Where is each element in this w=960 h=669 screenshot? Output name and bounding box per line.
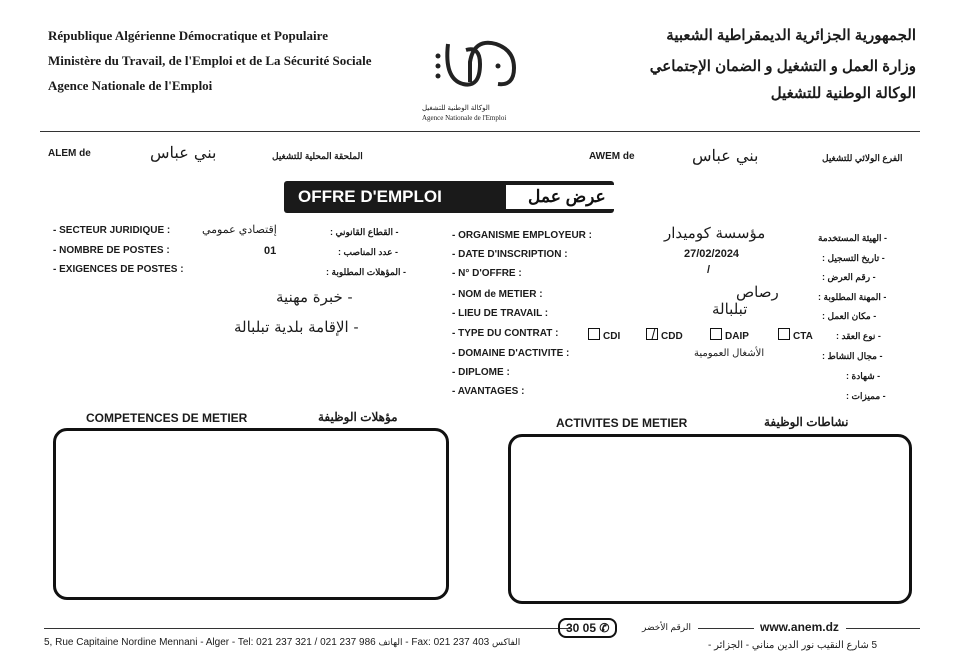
field-contrat-label: - TYPE DU CONTRAT :: [452, 328, 559, 339]
contract-label: CDD: [661, 331, 683, 342]
contract-label: CTA: [793, 331, 813, 342]
field-organisme-value: مؤسسة كوميدار: [664, 224, 766, 242]
contract-option-cdd[interactable]: [646, 328, 683, 342]
alem-value: بني عباس: [150, 143, 217, 162]
awem-label-ar: الفرع الولائي للتشغيل: [822, 153, 903, 163]
anem-logo-icon: [418, 24, 538, 104]
field-offre-label: - N° D'OFFRE :: [452, 268, 522, 279]
competences-title: COMPETENCES DE METIER: [86, 411, 248, 425]
phone-icon: ✆: [599, 621, 610, 635]
footer-phone-ar: الهاتف: [378, 637, 403, 647]
field-lieu-label-ar: - مكان العمل :: [822, 311, 877, 321]
anem-logo: [418, 24, 538, 124]
header-ar-line2: وزارة العمل و التشغيل و الضمان الإجتماعي: [649, 58, 916, 75]
field-domaine-label-ar: - مجال النشاط :: [822, 351, 883, 361]
field-organisme-label-ar: - الهيئة المستخدمة: [818, 233, 888, 243]
contract-option-cdi[interactable]: [588, 328, 620, 342]
field-metier-label: - NOM de METIER :: [452, 289, 543, 300]
alem-label-ar: الملحقة المحلية للتشغيل: [272, 151, 363, 161]
field-lieu-label: - LIEU DE TRAVAIL :: [452, 308, 549, 319]
checkbox-cdd[interactable]: [646, 328, 658, 340]
footer-address-fr: 5, Rue Capitaine Nordine Mennani - Alger - Tel: 021 237 321 / 021 237 986: [44, 637, 376, 648]
green-number-label: الرقم الأخضر: [642, 622, 691, 632]
field-domaine-label: - DOMAINE D'ACTIVITE :: [452, 348, 570, 359]
header-fr-line1: République Algérienne Démocratique et Populaire: [48, 28, 328, 43]
awem-label: AWEM de: [589, 151, 635, 162]
field-offre-label-ar: - رقم العرض :: [822, 272, 876, 282]
checkbox-cdi[interactable]: [588, 328, 600, 340]
competences-box[interactable]: [53, 428, 449, 600]
field-metier-value: رصاص: [736, 283, 779, 301]
field-secteur-value: إقتصادي عمومي: [202, 224, 277, 236]
exigence-item: - الإقامة بلدية تبلبالة: [234, 318, 359, 336]
activites-box[interactable]: [508, 434, 912, 604]
title-fr: OFFRE D'EMPLOI: [298, 187, 442, 206]
field-offre-value: /: [707, 264, 711, 276]
checkbox-daip[interactable]: [710, 328, 722, 340]
footer-fax-ar: الفاكس: [491, 637, 521, 647]
footer-fax: - Fax: 021 237 403: [405, 637, 490, 648]
competences-title-ar: مؤهلات الوظيفة: [318, 410, 398, 424]
field-postes-label: - NOMBRE DE POSTES :: [53, 245, 170, 256]
field-organisme-label: - ORGANISME EMPLOYEUR :: [452, 230, 593, 241]
title-ar: عرض عمل: [506, 185, 628, 209]
footer-address-ar: 5 شارع النقيب نور الدين مناني - الجزائر -: [708, 640, 878, 651]
footer-divider-mid: [698, 628, 754, 629]
awem-value: بني عباس: [692, 146, 759, 165]
activites-title-ar: نشاطات الوظيفة: [764, 415, 849, 429]
footer-address: [44, 637, 520, 648]
title-banner: [284, 181, 614, 213]
field-secteur-label: - SECTEUR JURIDIQUE :: [53, 225, 171, 236]
field-date-label: - DATE D'INSCRIPTION :: [452, 249, 568, 260]
field-avantages-label: - AVANTAGES :: [452, 386, 525, 397]
field-postes-label-ar: - عدد المناصب :: [338, 247, 398, 257]
header-fr-line3: Agence Nationale de l'Emploi: [48, 78, 213, 93]
field-exigences-label: - EXIGENCES DE POSTES :: [53, 264, 184, 275]
header-fr-line2: Ministère du Travail, de l'Emploi et de La Sécurité Sociale: [48, 53, 372, 68]
header-ar-line1: الجمهورية الجزائرية الديمقراطية الشعبية: [666, 27, 916, 44]
website-link[interactable]: www.anem.dz: [760, 620, 839, 634]
footer-divider-left: [44, 628, 570, 629]
logo-caption-fr: Agence Nationale de l'Emploi: [422, 114, 507, 122]
field-diplome-label-ar: - شهادة :: [846, 371, 881, 381]
activites-title: ACTIVITES DE METIER: [556, 416, 688, 430]
field-domaine-value: الأشغال العمومية: [694, 348, 765, 359]
field-metier-label-ar: - المهنة المطلوبة :: [818, 292, 887, 302]
field-exigences-label-ar: - المؤهلات المطلوبة :: [326, 267, 406, 277]
exigence-item: - خبرة مهنية: [276, 288, 353, 306]
field-date-label-ar: - تاريخ التسجيل :: [822, 253, 885, 263]
logo-caption-ar: الوكالة الوطنية للتشغيل: [422, 105, 490, 112]
green-number[interactable]: [558, 618, 617, 638]
checkbox-cta[interactable]: [778, 328, 790, 340]
field-secteur-label-ar: - القطاع القانوني :: [330, 227, 399, 237]
contract-label: DAIP: [725, 331, 749, 342]
header-divider: [40, 131, 920, 132]
contract-label: CDI: [603, 331, 621, 342]
field-lieu-value: تبلبالة: [712, 300, 748, 318]
field-contrat-label-ar: - نوع العقد :: [836, 331, 881, 341]
green-number-value: 30 05: [566, 621, 597, 635]
field-diplome-label: - DIPLOME :: [452, 367, 510, 378]
contract-option-cta[interactable]: [778, 328, 813, 342]
contract-option-daip[interactable]: [710, 328, 749, 342]
field-postes-value: 01: [264, 245, 277, 257]
alem-label: ALEM de: [48, 148, 91, 159]
header-ar-line3: الوكالة الوطنية للتشغيل: [770, 85, 916, 102]
field-avantages-label-ar: - مميزات :: [846, 391, 886, 401]
field-date-value: 27/02/2024: [684, 248, 740, 260]
footer-divider-right: [846, 628, 920, 629]
